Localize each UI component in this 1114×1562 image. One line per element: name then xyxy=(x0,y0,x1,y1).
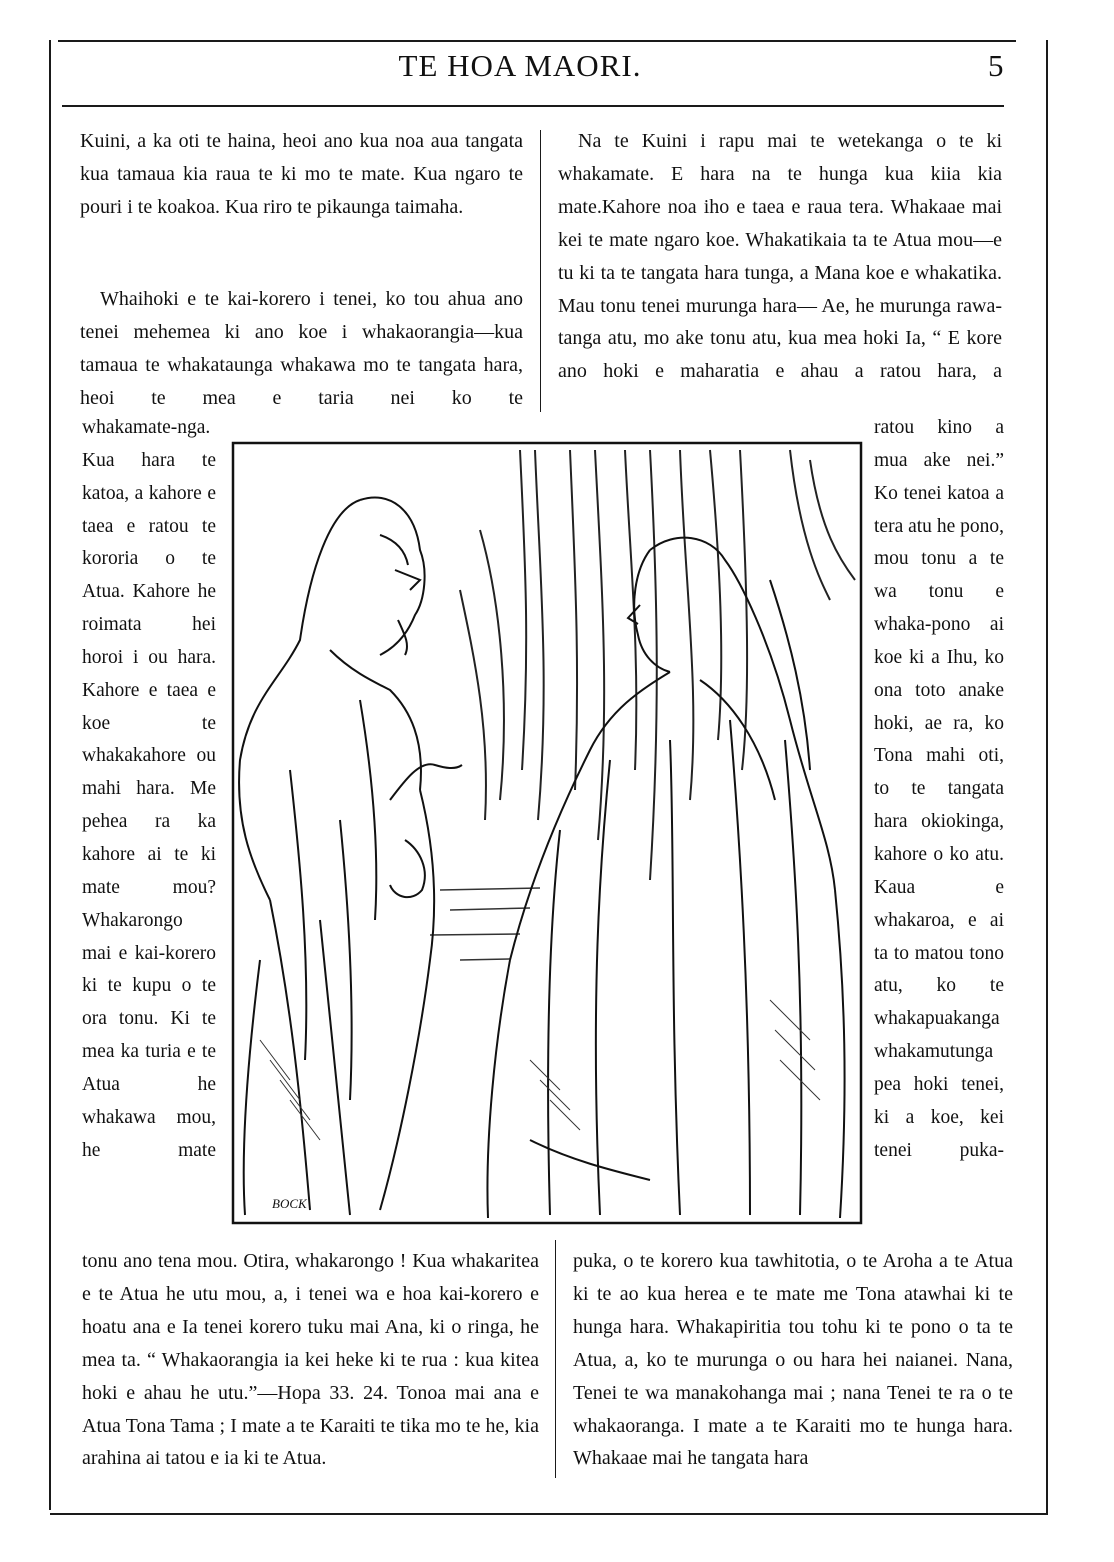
bottom-rule xyxy=(50,1513,1048,1515)
left-bottom-paragraph: tonu ano tena mou. Otira, whakarongo ! Kua whakaritea e te Atua he utu mou, a, i tenei wa e hoa kai-korero e hoatu ana e Ia tenei korero tuku mai Ana, ki o ringa, he mea ta. “ Whakaorangia ia kei heke ki te rua : kua kitea hoki e ahau he utu.”—Hopa 33. 24. Tonoa mai ana e Atua Tona Tama ; I mate a te Karaiti te tika mo te he, kia arahina ai tatou e ia ki te Atua. xyxy=(82,1250,539,1470)
left-paragraph-1: Kuini, a ka oti te haina, heoi ano kua noa aua tangata kua tamaua kia raua te ki mo te mate. Kua ngaro te pouri i te koakoa. Kua riro te pikaunga taimaha. xyxy=(80,130,523,218)
right-border xyxy=(1046,40,1048,1515)
left-border xyxy=(49,40,51,1510)
left-narrow-text: whakamate-nga. Kua hara te katoa, a kahore e taea e ratou te kororia o te Atua. Kahore he roimata hei horoi i ou hara. Kahore e taea e koe te whakakahore ou mahi hara. Me pehea ra ka kahore ai te ki mate mou? Whakarongo mai e kai-korero ki te kupu o te ora tonu. Ki te mea ka turia e te Atua he whakawa mou, he mate xyxy=(82,417,216,1161)
header-rule xyxy=(62,105,1004,107)
top-rule xyxy=(58,40,1016,42)
engraving-illustration xyxy=(230,440,864,1226)
right-paragraph-1: Na te Kuini i rapu mai te wetekanga o te ki whakamate. E hara na te hunga kua kiia kia mate.Kahore noa iho e taea e raua tera. Whakaae mai kei te mate ngaro koe. Whakatikaia ta te Atua mou—e tu ki ta te tangata hara tunga, a Mana koe e whakatika. Mau tonu tenei murunga hara— Ae, he murunga rawa-tanga atu, mo ake tonu atu, kua mea hoki Ia, “ E kore ano hoki e maharatia e ahau a ratou hara, a xyxy=(558,130,1002,383)
right-narrow-text: ratou kino a mua ake nei.” Ko tenei katoa a tera atu he pono, mou tonu a te wa tonu e whaka-pono ai koe ki a Ihu, ko ona toto anake hoki, ae ra, ko Tona mahi oti, to te tangata hara okiokinga, kahore o ko atu. Kaua e whakaroa, e ai ta to matou tono atu, ko te whakapuakanga whakamutunga pea hoki tenei, ki a koe, kei tenei puka- xyxy=(874,417,1004,1161)
column-divider-top xyxy=(540,130,541,412)
engraving-svg xyxy=(230,440,864,1226)
artist-signature: BOCK xyxy=(272,1196,307,1211)
column-divider-bottom xyxy=(555,1240,556,1478)
right-bottom-paragraph: puka, o te korero kua tawhitotia, o te Aroha a te Atua ki te ao kua herea e te mate me Tona atawhai ki te hunga hara. Whakapiritia tou tohu ki te pono o ta te Atua, a, ko te murunga o ou hara hei naianei. Nana, Tenei te wa manakohanga mai ; nana Tenei te ra o te whakaoranga. I mate a te Karaiti mo te hunga hara. Whakaae mai he tangata hara xyxy=(573,1250,1013,1470)
page-number: 5 xyxy=(988,48,1004,83)
left-paragraph-2: Whaihoki e te kai-korero i tenei, ko tou ahua ano tenei mehemea ki ano koe i whakaorangia—kua tamaua te whakataunga whakawa mo te tangata hara, heoi te mea e taria nei ko te xyxy=(80,288,523,409)
page-title: TE HOA MAORI. xyxy=(398,48,642,83)
